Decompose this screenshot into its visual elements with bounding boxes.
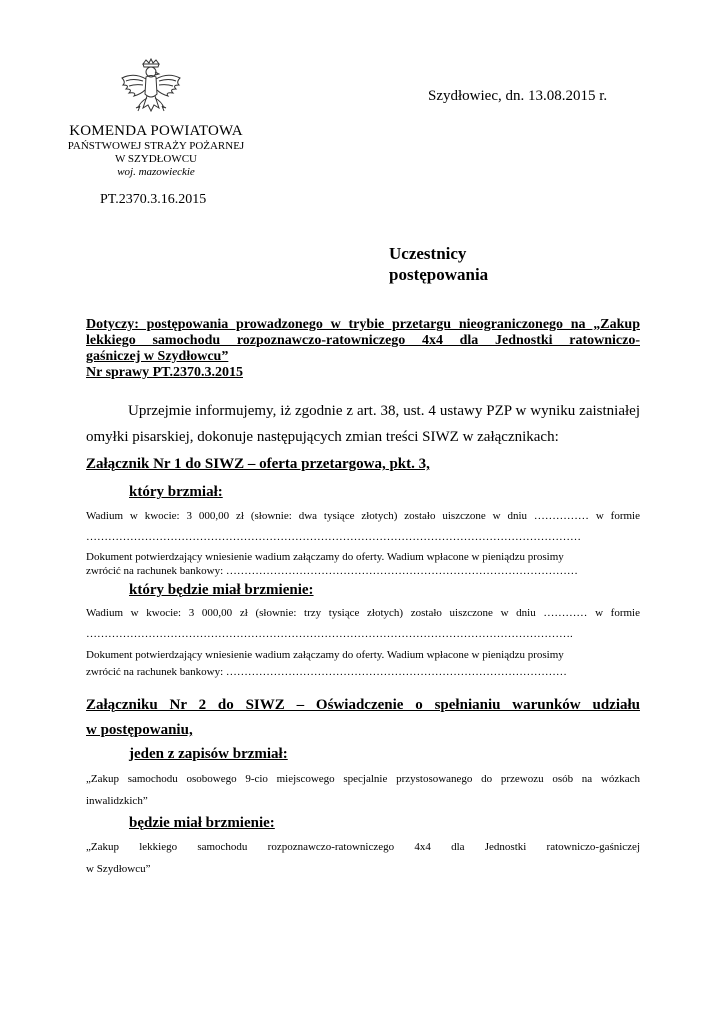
section2-heading-line-2: w postępowaniu, xyxy=(86,722,193,738)
subject-line-3: gaśniczej w Szydłowcu” xyxy=(86,349,229,364)
section1-new-line-3: Dokument potwierdzający wniesienie wadium załączamy do oferty. Wadium wpłacone w pieniądzu prosimy xyxy=(86,649,564,661)
section1-new-line-4: zwrócić na rachunek bankowy: ………………………………………………………………………………… xyxy=(86,666,567,678)
subject-block xyxy=(86,317,640,381)
section1-was-line-4: zwrócić na rachunek bankowy: …………………………………………………………………………………… xyxy=(86,565,578,577)
reference-number: PT.2370.3.16.2015 xyxy=(100,192,207,207)
section1-was-line-3: Dokument potwierdzający wniesienie wadium załączamy do oferty. Wadium wpłacone w pieniądzu prosimy xyxy=(86,551,564,563)
section1-was-line-2: ……………………………………………………………………………………………………………………… xyxy=(86,531,581,543)
subject-line-2: lekkiego samochodu rozpoznawczo-ratowniczego 4x4 dla Jednostki ratowniczo- xyxy=(86,333,640,348)
intro-line-2: omyłki pisarskiej, dokonuje następujących zmian treści SIWZ w załącznikach: xyxy=(86,429,559,445)
intro-paragraph xyxy=(86,398,640,450)
recipient-line-1: Uczestnicy xyxy=(389,244,467,263)
section1-new-line-2: ……………………………………………………………………………………………………………………. xyxy=(86,628,573,640)
section2-was-line-2: inwalidzkich” xyxy=(86,795,148,807)
section2-heading-line-1: Załączniku Nr 2 do SIWZ – Oświadczenie o spełnianiu warunków udziału xyxy=(86,697,640,713)
section2-new-line-2: w Szydłowcu” xyxy=(86,863,151,875)
section1-new-line-1: Wadium w kwocie: 3 000,00 zł (słownie: trzy tysiące złotych) zostało uiszczone w dniu ………… w formie xyxy=(86,607,640,619)
recipient-line-2: postępowania xyxy=(389,265,489,284)
org-region: woj. mazowieckie xyxy=(117,165,195,178)
intro-line-1: Uprzejmie informujemy, iż zgodnie z art. 38, ust. 4 ustawy PZP w wyniku zaistniałej xyxy=(128,403,640,419)
section1-was-line-1: Wadium w kwocie: 3 000,00 zł (słownie: dwa tysiące złotych) zostało uiszczone w dniu …………… w formie xyxy=(86,510,640,522)
org-location: W SZYDŁOWCU xyxy=(115,152,197,165)
section2-new-label: będzie miał brzmienie: xyxy=(129,815,275,831)
document-date: Szydłowiec, dn. 13.08.2015 r. xyxy=(428,88,608,104)
section2-was-label: jeden z zapisów brzmiał: xyxy=(129,746,288,762)
section1-was-label: który brzmiał: xyxy=(129,484,223,500)
recipient xyxy=(389,243,488,285)
section2-was-line-1: „Zakup samochodu osobowego 9-cio miejscowego specjalnie przystosowanego do przewozu osób na wózkach xyxy=(86,773,640,785)
subject-line-1: Dotyczy: postępowania prowadzonego w trybie przetargu nieograniczonego na „Zakup xyxy=(86,317,640,332)
section2-new-line-1: „Zakup lekkiego samochodu rozpoznawczo-ratowniczego 4x4 dla Jednostki ratowniczo-gaśniczej xyxy=(86,841,640,853)
eagle-emblem-icon xyxy=(116,58,186,126)
case-number: Nr sprawy PT.2370.3.2015 xyxy=(86,365,243,380)
section1-new-label: który będzie miał brzmienie: xyxy=(129,582,314,598)
organization-header xyxy=(58,123,254,178)
org-name: KOMENDA POWIATOWA xyxy=(69,123,243,139)
section1-heading: Załącznik Nr 1 do SIWZ – oferta przetargowa, pkt. 3, xyxy=(86,456,430,472)
org-subname: PAŃSTWOWEJ STRAŻY POŻARNEJ xyxy=(67,140,245,153)
